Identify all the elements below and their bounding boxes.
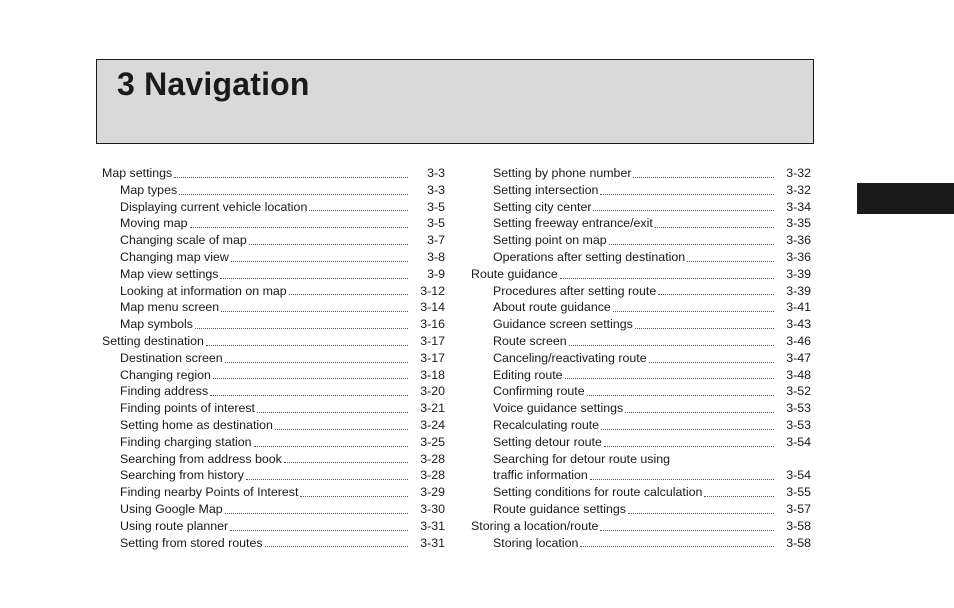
toc-entry[interactable]	[102, 199, 445, 216]
dot-leader	[213, 377, 408, 379]
toc-entry[interactable]	[471, 417, 811, 434]
toc-entry[interactable]	[102, 367, 445, 384]
toc-entry[interactable]	[102, 283, 445, 300]
toc-entry-page: 3-25	[420, 434, 445, 449]
toc-entry-title: Moving map	[120, 216, 188, 231]
dot-leader	[289, 293, 408, 295]
toc-entry-page: 3-43	[786, 317, 811, 332]
toc-entry-page: 3-58	[786, 518, 811, 533]
dot-leader	[220, 277, 408, 279]
toc-entry-title: Storing location	[493, 535, 579, 550]
toc-entry-page: 3-20	[420, 384, 445, 399]
chapter-header	[96, 59, 814, 144]
toc-entry[interactable]	[471, 299, 811, 316]
toc-entry-page: 3-53	[786, 401, 811, 416]
toc-entry[interactable]	[102, 518, 445, 535]
dot-leader	[593, 209, 774, 211]
toc-entry-page: 3-54	[786, 468, 811, 483]
toc-entry[interactable]	[102, 316, 445, 333]
dot-leader	[635, 327, 774, 329]
toc-entry-title: Finding charging station	[120, 434, 252, 449]
toc-entry-title: Searching from address book	[120, 451, 282, 466]
dot-leader	[655, 226, 774, 228]
toc-entry[interactable]	[102, 484, 445, 501]
toc-entry-title: Procedures after setting route	[493, 283, 657, 298]
toc-entry-title: Destination screen	[120, 350, 223, 365]
toc-entry[interactable]	[471, 434, 811, 451]
toc-entry-page: 3-53	[786, 417, 811, 432]
toc-entry-title: Voice guidance settings	[493, 401, 624, 416]
toc-entry-page: 3-29	[420, 485, 445, 500]
toc-entry[interactable]	[471, 215, 811, 232]
dot-leader	[600, 193, 774, 195]
toc-entry-page: 3-34	[786, 199, 811, 214]
dot-leader	[625, 411, 774, 413]
toc-entry-page: 3-30	[420, 501, 445, 516]
toc-entry-title: Setting freeway entrance/exit	[493, 216, 653, 231]
toc-entry[interactable]	[102, 434, 445, 451]
dot-leader	[249, 243, 408, 245]
toc-entry[interactable]	[471, 350, 811, 367]
toc-entry-page: 3-54	[786, 434, 811, 449]
toc-entry[interactable]	[102, 333, 445, 350]
toc-entry-title: Confirming route	[493, 384, 585, 399]
toc-entry[interactable]	[102, 400, 445, 417]
dot-leader	[284, 461, 408, 463]
toc-entry-title: Setting city center	[493, 199, 592, 214]
dot-leader	[225, 361, 408, 363]
dot-leader	[179, 193, 408, 195]
dot-leader	[230, 529, 408, 531]
toc-entry-page: 3-36	[786, 249, 811, 264]
toc-entry-title: Map menu screen	[120, 300, 220, 315]
toc-entry-page: 3-21	[420, 401, 445, 416]
toc-entry-page: 3-58	[786, 535, 811, 550]
toc-entry[interactable]	[102, 417, 445, 434]
dot-leader	[565, 377, 774, 379]
toc-entry-title: traffic information	[493, 468, 588, 483]
toc-entry-page: 3-12	[420, 283, 445, 298]
toc-entry-page: 3-31	[420, 535, 445, 550]
toc-entry[interactable]	[471, 383, 811, 400]
toc-entry[interactable]	[102, 215, 445, 232]
toc-entry-title: Map types	[120, 182, 178, 197]
dot-leader	[633, 176, 774, 178]
toc-entry[interactable]	[471, 535, 811, 552]
toc-left-column	[102, 165, 445, 551]
toc-entry[interactable]	[102, 383, 445, 400]
toc-entry-page: 3-39	[786, 266, 811, 281]
toc-entry[interactable]	[471, 199, 811, 216]
dot-leader	[246, 478, 408, 480]
dot-leader	[560, 277, 774, 279]
toc-entry-title: Setting from stored routes	[120, 535, 263, 550]
toc-entry-title: Recalculating route	[493, 417, 600, 432]
toc-entry-page: 3-46	[786, 333, 811, 348]
toc-entry[interactable]	[471, 182, 811, 199]
toc-entry[interactable]	[471, 333, 811, 350]
dot-leader	[231, 260, 408, 262]
dot-leader	[265, 545, 408, 547]
toc-entry[interactable]	[102, 232, 445, 249]
dot-leader	[257, 411, 408, 413]
dot-leader	[613, 310, 774, 312]
toc-entry[interactable]	[471, 165, 811, 182]
toc-entry-page: 3-47	[786, 350, 811, 365]
toc-entry-page: 3-35	[786, 216, 811, 231]
toc-entry-title: Map settings	[102, 166, 173, 180]
dot-leader	[300, 495, 408, 497]
toc-entry[interactable]	[471, 283, 811, 300]
toc-entry[interactable]	[471, 451, 811, 468]
toc-entry[interactable]	[471, 232, 811, 249]
toc-entry[interactable]	[102, 535, 445, 552]
toc-entry-title: Map view settings	[120, 266, 219, 281]
toc-entry-title: About route guidance	[493, 300, 611, 315]
dot-leader	[587, 394, 774, 396]
chapter-tab-marker	[857, 183, 954, 214]
toc-entry-page: 3-3	[427, 166, 445, 180]
toc-entry-title: Editing route	[493, 367, 563, 382]
toc-entry-title: Finding address	[120, 384, 209, 399]
toc-entry[interactable]	[471, 266, 811, 283]
toc-entry[interactable]	[471, 467, 811, 484]
toc-entry-title: Map symbols	[120, 317, 193, 332]
toc-entry-page: 3-8	[427, 249, 445, 264]
toc-entry-title: Finding points of interest	[120, 401, 255, 416]
dot-leader	[206, 344, 408, 346]
dot-leader	[601, 428, 774, 430]
dot-leader	[254, 445, 408, 447]
toc-entry-title: Using route planner	[120, 518, 229, 533]
toc-entry-title: Storing a location/route	[471, 518, 599, 533]
toc-entry-title: Operations after setting destination	[493, 249, 686, 264]
toc-entry-title: Route guidance settings	[493, 501, 626, 516]
dot-leader	[604, 445, 774, 447]
dot-leader	[628, 512, 774, 514]
toc-entry[interactable]	[102, 182, 445, 199]
toc-entry[interactable]	[471, 501, 811, 518]
toc-entry-title: Searching from history	[120, 468, 244, 483]
toc-entry-title: Setting by phone number	[493, 166, 632, 180]
toc-entry-page: 3-31	[420, 518, 445, 533]
toc-entry-title: Guidance screen settings	[493, 317, 633, 332]
dot-leader	[309, 209, 408, 211]
dot-leader	[569, 344, 774, 346]
toc-entry[interactable]	[102, 451, 445, 468]
toc-entry-page: 3-39	[786, 283, 811, 298]
toc-entry-title: Setting detour route	[493, 434, 602, 449]
toc-entry[interactable]	[471, 367, 811, 384]
toc-entry-page: 3-7	[427, 233, 445, 248]
toc-entry[interactable]	[471, 484, 811, 501]
toc-entry-page: 3-17	[420, 350, 445, 365]
toc-entry-title: Changing scale of map	[120, 233, 247, 248]
toc-right-column	[471, 165, 811, 551]
dot-leader	[672, 462, 808, 463]
dot-leader	[590, 478, 774, 480]
toc-entry-title: Route guidance	[471, 266, 558, 281]
toc-entry[interactable]	[102, 350, 445, 367]
toc-entry[interactable]	[102, 467, 445, 484]
toc-entry-page: 3-28	[420, 468, 445, 483]
toc-entry-title: Setting point on map	[493, 233, 607, 248]
toc-entry-title: Canceling/reactivating route	[493, 350, 647, 365]
dot-leader	[580, 545, 774, 547]
toc-entry-title: Changing map view	[120, 249, 229, 264]
toc-entry[interactable]	[471, 316, 811, 333]
toc-entry-page: 3-24	[420, 417, 445, 432]
toc-entry-page: 3-3	[427, 182, 445, 197]
toc-entry-title: Searching for detour route using	[493, 451, 671, 466]
toc-entry-page: 3-5	[427, 216, 445, 231]
toc-entry[interactable]	[102, 165, 445, 182]
dot-leader	[687, 260, 774, 262]
toc-entry[interactable]	[102, 266, 445, 283]
dot-leader	[225, 512, 408, 514]
dot-leader	[195, 327, 408, 329]
dot-leader	[658, 293, 774, 295]
dot-leader	[190, 226, 409, 228]
toc-entry-page: 3-52	[786, 384, 811, 399]
toc-entry[interactable]	[102, 501, 445, 518]
toc-entry-title: Looking at information on map	[120, 283, 287, 298]
toc-entry-title: Setting destination	[102, 333, 204, 348]
chapter-title: 3 Navigation	[117, 66, 310, 102]
dot-leader	[221, 310, 408, 312]
toc-entry-title: Changing region	[120, 367, 211, 382]
toc-entry[interactable]	[102, 299, 445, 316]
toc-entry-title: Route screen	[493, 333, 567, 348]
toc-entry[interactable]	[471, 400, 811, 417]
toc-entry[interactable]	[471, 249, 811, 266]
dot-leader	[210, 394, 408, 396]
toc-entry-page: 3-18	[420, 367, 445, 382]
toc-entry-page: 3-36	[786, 233, 811, 248]
toc-entry-title: Using Google Map	[120, 501, 223, 516]
dot-leader	[609, 243, 774, 245]
toc-entry-title: Setting conditions for route calculation	[493, 485, 703, 500]
toc-entry-page: 3-41	[786, 300, 811, 315]
toc-entry-page: 3-17	[420, 333, 445, 348]
dot-leader	[649, 361, 774, 363]
dot-leader	[600, 529, 774, 531]
toc-entry-page: 3-16	[420, 317, 445, 332]
toc-entry-title: Setting intersection	[493, 182, 599, 197]
toc-entry-title: Finding nearby Points of Interest	[120, 485, 299, 500]
toc-entry[interactable]	[471, 518, 811, 535]
toc-entry-page: 3-28	[420, 451, 445, 466]
dot-leader	[174, 176, 408, 178]
toc-entry-title: Setting home as destination	[120, 417, 273, 432]
toc-entry-page: 3-32	[786, 166, 811, 180]
dot-leader	[275, 428, 408, 430]
toc-entry[interactable]	[102, 249, 445, 266]
toc-entry-title: Displaying current vehicle location	[120, 199, 308, 214]
toc-entry-page: 3-48	[786, 367, 811, 382]
toc-entry-page: 3-5	[427, 199, 445, 214]
toc-entry-page: 3-9	[427, 266, 445, 281]
dot-leader	[704, 495, 774, 497]
toc-entry-page: 3-32	[786, 182, 811, 197]
toc-entry-page: 3-14	[420, 300, 445, 315]
toc-entry-page: 3-57	[786, 501, 811, 516]
toc-entry-page: 3-55	[786, 485, 811, 500]
